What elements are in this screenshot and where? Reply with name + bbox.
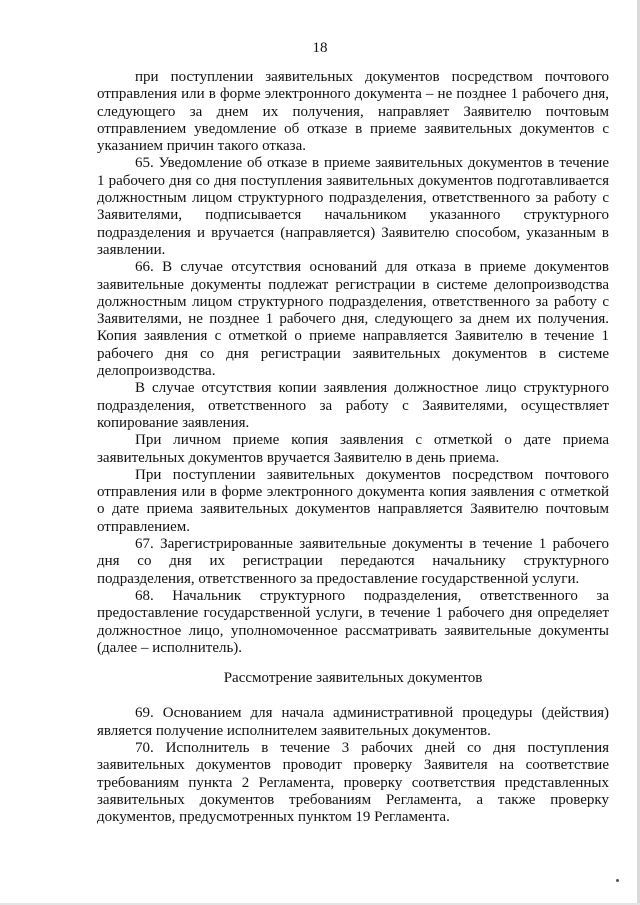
paragraph-65: 65. Уведомление об отказе в приеме заявительных документов в течение 1 рабочего дня со дня поступления заявительных документов подготавливается должностным лицом структурного подразделения, ответственного за работу с Заявителями, подписывается начальником указанного структурного подразделения и вручается (направляется) Заявителю способом, указанным в заявлении.: [97, 155, 609, 258]
paragraph-copy-absent: В случае отсутствия копии заявления должностное лицо структурного подразделения, ответственного за работу с Заявителями, осуществляет копирование заявления.: [97, 380, 609, 431]
paragraph-67: 67. Зарегистрированные заявительные документы в течение 1 рабочего дня со дня их регистрации передаются начальнику структурного подразделения, ответственного за предоставление государственной услуги.: [97, 536, 609, 587]
paragraph-continued: при поступлении заявительных документов посредством почтового отправления или в форме электронного документа – не позднее 1 рабочего дня, следующего за днем их получения, направляет Заявителю почтовым отправлением уведомление об отказе в приеме заявительных документов с указанием причин такого отказа.: [97, 69, 609, 155]
scan-speck: [616, 879, 619, 882]
page-number: 18: [312, 40, 328, 56]
paragraph-66: 66. В случае отсутствия оснований для отказа в приеме документов заявительные документы подлежат регистрации в системе делопроизводства должностным лицом структурного подразделения, ответственного за работу с Заявителями, не позднее 1 рабочего дня, следующего за днем их получения. Копия заявления с отметкой о приеме направляется Заявителю в течение 1 рабочего дня со дня регистрации заявительных документов в системе делопроизводства.: [97, 259, 609, 380]
paragraph-68: 68. Начальник структурного подразделения, ответственного за предоставление государственной услуги, в течение 1 рабочего дня определяет должностное лицо, уполномоченное рассматривать заявительные документы (далее – исполнитель).: [97, 587, 609, 656]
section-heading: Рассмотрение заявительных документов: [223, 670, 483, 687]
paragraph-69: 69. Основанием для начала административной процедуры (действия) является получение исполнителем заявительных документов.: [97, 705, 609, 739]
paragraph-70: 70. Исполнитель в течение 3 рабочих дней со дня поступления заявительных документов проводит проверку Заявителя на соответствие требованиям пункта 2 Регламента, проверку соответствия представленных заявительных документов требованиям Регламента, а также проверку документов, предусмотренных пунктом 19 Регламента.: [97, 739, 609, 826]
document-body: [97, 69, 609, 826]
paragraph-personal-reception: При личном приеме копия заявления с отметкой о дате приема заявительных документов вручается Заявителю в день приема.: [97, 432, 609, 466]
paragraph-postal-reception: При поступлении заявительных документов посредством почтового отправления или в форме электронного документа копия заявления с отметкой о дате приема заявительных документов направляется Заявителю почтовым отправлением.: [97, 466, 609, 535]
